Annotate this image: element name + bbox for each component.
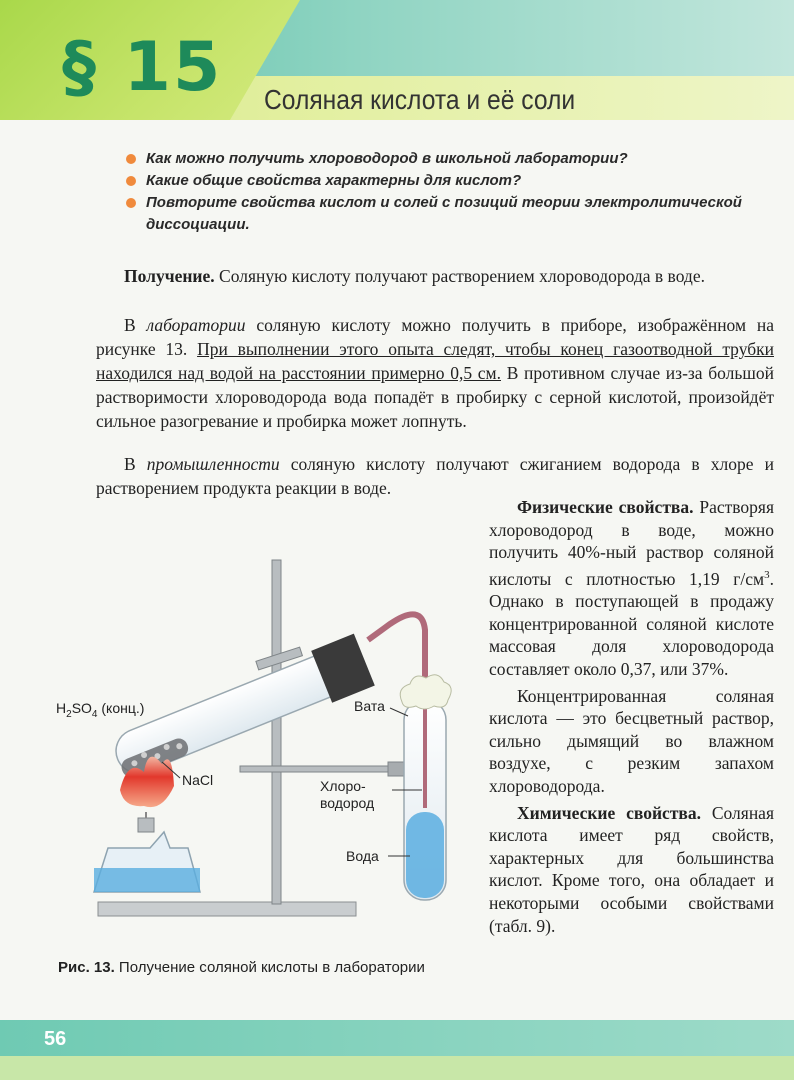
- label-hydrogen-chloride: [320, 778, 374, 812]
- runin-heading: Получение.: [124, 266, 215, 286]
- label-part: SO: [71, 700, 92, 716]
- question-text: Повторите свойства кислот и солей с позиций теории электролитической диссоциации.: [146, 194, 742, 233]
- paragraph-number: § 15: [62, 28, 223, 107]
- concentrated-acid-text: Концентрированная соляная кислота — это бесцветный раствор, сильно дымящий во влажном воздухе, с резким запахом хлороводорода.: [489, 685, 774, 796]
- superscript: 3: [764, 568, 770, 581]
- paragraph-text: соляную кислоту можно получить в приборе, изображённом на рисунке 13.: [96, 315, 774, 359]
- label-sulfuric-acid: [56, 700, 144, 720]
- paragraph-text: Соляную кислоту получают растворением хлороводорода в воде.: [214, 266, 705, 286]
- caption-number: Рис. 13.: [58, 959, 115, 976]
- label-water: Вода: [346, 848, 379, 864]
- lamp-wick-holder: [138, 818, 154, 832]
- page-title: Соляная кислота и её соли: [264, 84, 576, 115]
- underlined-instruction: При выполнении этого опыта следят, чтобы конец газоотводной трубки находился над водой на расстоянии примерно 0,5 см.: [96, 339, 774, 383]
- label-line: Хлоро-: [320, 778, 366, 794]
- paragraph-industry: [96, 452, 774, 500]
- label-part: (конц.): [97, 700, 145, 716]
- apparatus-drawing: [50, 550, 460, 930]
- bullet-icon: [126, 154, 136, 164]
- bullet-icon: [126, 176, 136, 186]
- page-number: 56: [44, 1028, 67, 1050]
- emphasis-industry: промышленности: [146, 454, 280, 474]
- question-text: Какие общие свойства характерны для кислот?: [146, 172, 522, 189]
- question-item: [124, 148, 764, 170]
- caption-text: Получение соляной кислоты в лаборатории: [114, 959, 425, 976]
- water-fill: [406, 812, 444, 898]
- cotton-plug: [400, 675, 451, 709]
- chemical-properties: [489, 802, 774, 938]
- properties-column: [489, 496, 774, 937]
- runin-heading: Физические свойства.: [517, 497, 694, 517]
- physical-properties: [489, 496, 774, 681]
- question-item: [124, 170, 764, 192]
- review-questions: [124, 148, 764, 236]
- label-subscript: 2: [66, 708, 72, 720]
- bullet-icon: [126, 198, 136, 208]
- runin-heading: Химические свойства.: [517, 802, 701, 823]
- stand-rod: [272, 560, 281, 904]
- lamp-fuel: [94, 868, 200, 892]
- emphasis-laboratory: лаборатории: [146, 315, 246, 335]
- paragraph-text: соляную кислоту получают сжиганием водорода в хлоре и растворением продукта реакции в воде.: [96, 454, 774, 498]
- paragraph-text: . Однако в поступающей в продажу концентрированной соляной кислоте массовая доля хлороводорода составляет около 0,37, или 37%.: [489, 568, 774, 679]
- figure-apparatus: [50, 550, 460, 930]
- figure-caption: [58, 958, 458, 978]
- label-nacl: NaCl: [182, 772, 214, 788]
- stand-base: [98, 902, 356, 916]
- paragraph-text: В: [124, 454, 147, 474]
- label-line: водород: [320, 795, 375, 811]
- paragraph-text: В противном случае из-за большой растворимости хлороводорода вода попадёт в пробирку с серной кислотой, произойдёт сильное разогревание и пробирка может лопнуть.: [96, 363, 774, 431]
- question-text: Как можно получить хлороводород в школьной лаборатории?: [146, 150, 628, 167]
- label-part: H: [56, 700, 67, 716]
- label-subscript: 4: [91, 708, 98, 720]
- footer-light-band: [0, 1056, 794, 1080]
- paragraph-laboratory: [96, 313, 774, 433]
- paragraph-obtaining: [96, 264, 774, 288]
- paragraph-text: В: [124, 315, 147, 335]
- paragraph-text: Соляная кислота имеет ряд свойств, характерных для большинства кислот. Кроме того, она обладает и некоторыми особыми свойствами (табл. 9).: [489, 802, 774, 936]
- label-cotton: Вата: [354, 698, 385, 714]
- question-item: [124, 192, 764, 236]
- paragraph-text: Растворяя хлороводород в воде, можно получить 40%-ный раствор соляной кислоты с плотностью 1,19 г/см: [489, 497, 774, 589]
